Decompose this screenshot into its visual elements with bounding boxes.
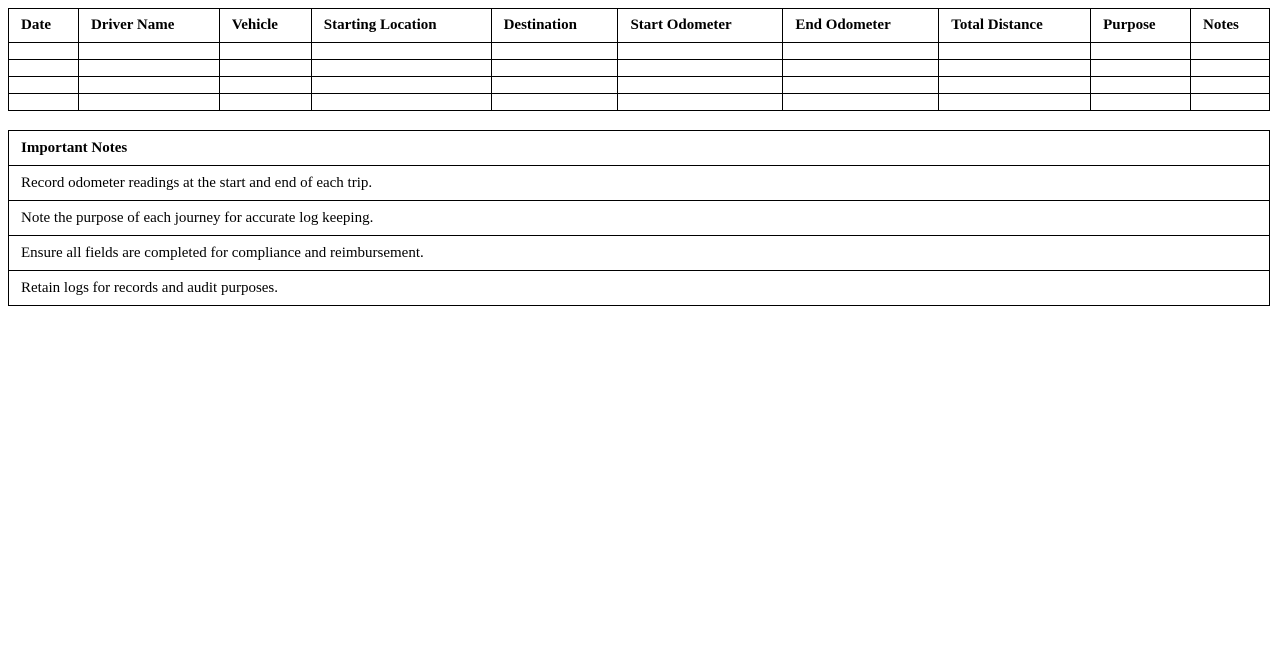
notes-heading: Important Notes (9, 131, 1270, 166)
table-cell-destination[interactable] (491, 43, 618, 60)
table-cell-date[interactable] (9, 94, 79, 111)
column-header-starting-location: Starting Location (311, 9, 491, 43)
column-header-notes: Notes (1191, 9, 1270, 43)
column-header-start-odometer: Start Odometer (618, 9, 783, 43)
table-row (9, 94, 1270, 111)
table-cell-notes[interactable] (1191, 43, 1270, 60)
list-item (9, 166, 1270, 201)
note-text: Note the purpose of each journey for accurate log keeping. (9, 201, 1270, 236)
table-cell-starting-location[interactable] (311, 94, 491, 111)
table-cell-purpose[interactable] (1091, 94, 1191, 111)
column-header-vehicle: Vehicle (219, 9, 311, 43)
column-header-driver-name: Driver Name (78, 9, 219, 43)
note-text: Retain logs for records and audit purposes. (9, 271, 1270, 306)
table-row (9, 60, 1270, 77)
column-header-date: Date (9, 9, 79, 43)
column-header-destination: Destination (491, 9, 618, 43)
table-cell-purpose[interactable] (1091, 60, 1191, 77)
table-cell-destination[interactable] (491, 94, 618, 111)
table-row (9, 43, 1270, 60)
table-cell-vehicle[interactable] (219, 60, 311, 77)
table-cell-starting-location[interactable] (311, 43, 491, 60)
table-cell-vehicle[interactable] (219, 43, 311, 60)
table-cell-end-odometer[interactable] (783, 60, 939, 77)
table-cell-notes[interactable] (1191, 77, 1270, 94)
table-cell-date[interactable] (9, 43, 79, 60)
note-text: Record odometer readings at the start and end of each trip. (9, 166, 1270, 201)
table-cell-notes[interactable] (1191, 94, 1270, 111)
table-header-row (9, 9, 1270, 43)
table-cell-driver-name[interactable] (78, 77, 219, 94)
note-text: Ensure all fields are completed for compliance and reimbursement. (9, 236, 1270, 271)
table-cell-driver-name[interactable] (78, 60, 219, 77)
column-header-end-odometer: End Odometer (783, 9, 939, 43)
table-cell-notes[interactable] (1191, 60, 1270, 77)
list-item (9, 236, 1270, 271)
mileage-log-table (8, 8, 1270, 111)
table-cell-start-odometer[interactable] (618, 60, 783, 77)
notes-heading-row (9, 131, 1270, 166)
table-cell-date[interactable] (9, 77, 79, 94)
important-notes-table (8, 130, 1270, 306)
list-item (9, 201, 1270, 236)
table-cell-date[interactable] (9, 60, 79, 77)
table-cell-destination[interactable] (491, 77, 618, 94)
table-cell-end-odometer[interactable] (783, 43, 939, 60)
table-cell-purpose[interactable] (1091, 43, 1191, 60)
table-cell-vehicle[interactable] (219, 94, 311, 111)
table-cell-start-odometer[interactable] (618, 77, 783, 94)
table-cell-total-distance[interactable] (939, 43, 1091, 60)
table-cell-vehicle[interactable] (219, 77, 311, 94)
table-cell-total-distance[interactable] (939, 94, 1091, 111)
column-header-purpose: Purpose (1091, 9, 1191, 43)
column-header-total-distance: Total Distance (939, 9, 1091, 43)
table-cell-driver-name[interactable] (78, 94, 219, 111)
table-row (9, 77, 1270, 94)
table-cell-starting-location[interactable] (311, 77, 491, 94)
table-cell-end-odometer[interactable] (783, 77, 939, 94)
table-cell-total-distance[interactable] (939, 77, 1091, 94)
table-cell-driver-name[interactable] (78, 43, 219, 60)
list-item (9, 271, 1270, 306)
table-cell-start-odometer[interactable] (618, 43, 783, 60)
table-cell-purpose[interactable] (1091, 77, 1191, 94)
table-cell-starting-location[interactable] (311, 60, 491, 77)
table-cell-destination[interactable] (491, 60, 618, 77)
table-cell-total-distance[interactable] (939, 60, 1091, 77)
table-cell-start-odometer[interactable] (618, 94, 783, 111)
table-cell-end-odometer[interactable] (783, 94, 939, 111)
